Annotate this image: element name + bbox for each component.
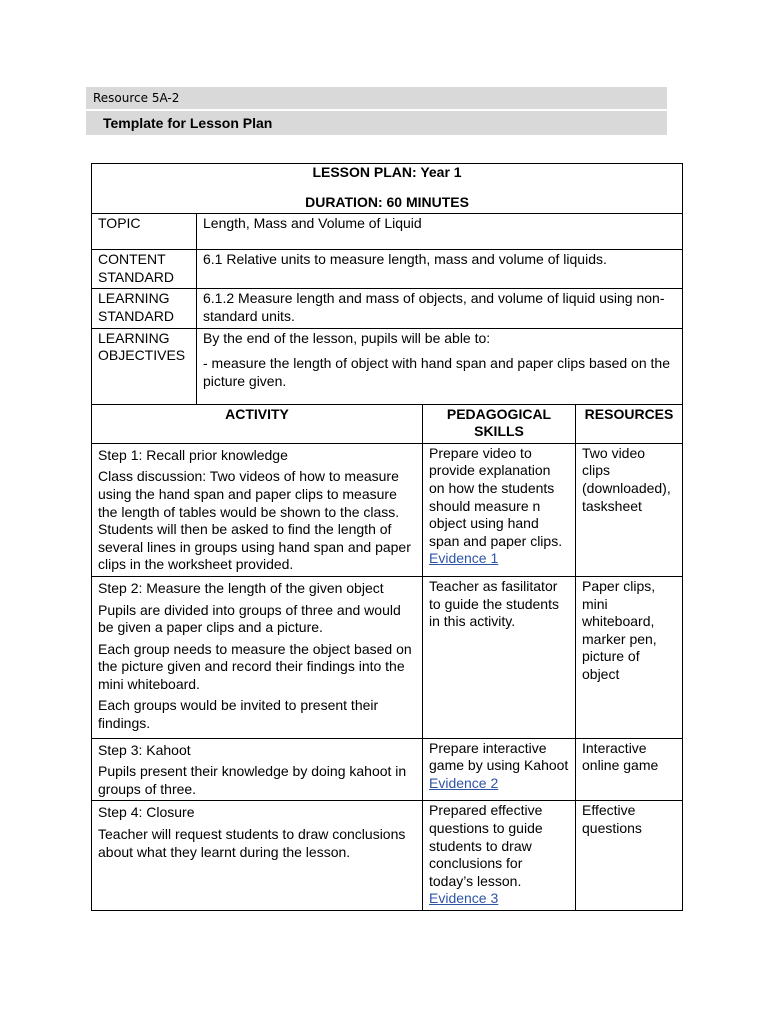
title-cell xyxy=(92,164,683,214)
step-paragraph: Class discussion: Two videos of how to measure using the hand span and paper clips to measure the length of tables would be shown to the class. Students will then be asked to find the length of several lines in groups using hand span and paper clips in the worksheet provided. xyxy=(98,468,411,573)
learning-objectives-label xyxy=(92,328,197,404)
learning-objectives-label-line1: LEARNING xyxy=(98,329,170,346)
step-resources: Paper clips, mini whiteboard, marker pen, picture of object xyxy=(576,576,683,738)
step-title: Step 3: Kahoot xyxy=(98,741,191,758)
step-paragraph: Each groups would be invited to present their findings. xyxy=(98,697,379,732)
lesson-duration: DURATION: 60 MINUTES xyxy=(305,193,469,210)
learning-standard-label-line1: LEARNING xyxy=(98,290,170,307)
resource-header-bar xyxy=(86,87,667,109)
step-skills xyxy=(423,738,576,801)
objective-item: - measure the length of object with hand span and paper clips based on the picture given. xyxy=(203,355,670,389)
lesson-plan-table xyxy=(91,163,683,911)
topic-value: Length, Mass and Volume of Liquid xyxy=(197,214,683,250)
step-resources: Two video clips (downloaded), tasksheet xyxy=(576,443,683,576)
learning-objectives-row xyxy=(92,328,683,404)
step-skills xyxy=(423,443,576,576)
resource-label: Resource 5A-2 xyxy=(93,91,180,105)
template-header-bar xyxy=(86,111,667,135)
step-paragraph: Each group needs to measure the object based on the picture given and record their findings into the mini whiteboard. xyxy=(98,640,412,692)
learning-standard-value: 6.1.2 Measure length and mass of objects, and volume of liquid using non-standard units. xyxy=(197,289,683,328)
pedagogical-skills-header: PEDAGOGICAL SKILLS xyxy=(423,404,576,443)
skills-text: Prepared effective questions to guide students to draw conclusions for today’s lesson. xyxy=(429,802,543,889)
content-standard-label-line2: STANDARD xyxy=(98,268,174,285)
step-row xyxy=(92,443,683,576)
step-row xyxy=(92,738,683,801)
step-resources: Effective questions xyxy=(576,801,683,911)
content-standard-label-line1: CONTENT xyxy=(98,251,166,268)
title-row xyxy=(92,164,683,214)
step-title: Step 4: Closure xyxy=(98,804,195,821)
step-skills: Teacher as fasilitator to guide the students in this activity. xyxy=(423,576,576,738)
template-title: Template for Lesson Plan xyxy=(103,115,273,131)
step-activity xyxy=(92,443,423,576)
learning-standard-row xyxy=(92,289,683,328)
evidence-2-link[interactable]: Evidence 2 xyxy=(429,774,499,791)
step-title: Step 1: Recall prior knowledge xyxy=(98,446,288,463)
lesson-plan-title: LESSON PLAN: Year 1 xyxy=(312,164,462,180)
content-standard-row xyxy=(92,250,683,289)
evidence-3-link[interactable]: Evidence 3 xyxy=(429,890,499,907)
skills-text: Prepare video to provide explanation on how the students should measure n object using hand span and paper clips. xyxy=(429,444,563,549)
learning-standard-label-line2: STANDARD xyxy=(98,307,174,324)
evidence-1-link[interactable]: Evidence 1 xyxy=(429,550,499,567)
step-row xyxy=(92,801,683,911)
learning-objectives-value xyxy=(197,328,683,404)
step-paragraph: Teacher will request students to draw conclusions about what they learnt during the lesson. xyxy=(98,826,406,860)
step-activity xyxy=(92,576,423,738)
column-header-row xyxy=(92,404,683,443)
resources-header: RESOURCES xyxy=(576,404,683,443)
objectives-intro: By the end of the lesson, pupils will be able to: xyxy=(203,329,491,346)
topic-row xyxy=(92,214,683,250)
step-activity xyxy=(92,738,423,801)
content-standard-label xyxy=(92,250,197,289)
step-activity xyxy=(92,801,423,911)
step-paragraph: Pupils are divided into groups of three and would be given a paper clips and a picture. xyxy=(98,601,401,636)
step-title: Step 2: Measure the length of the given object xyxy=(98,579,384,596)
step-resources: Interactive online game xyxy=(576,738,683,801)
skills-text: Prepare interactive game by using Kahoot xyxy=(429,739,569,774)
learning-objectives-label-line2: OBJECTIVES xyxy=(98,347,186,364)
topic-label: TOPIC xyxy=(92,214,197,250)
step-paragraph: Pupils present their knowledge by doing kahoot in groups of three. xyxy=(98,763,407,797)
learning-standard-label xyxy=(92,289,197,328)
content-standard-value: 6.1 Relative units to measure length, mass and volume of liquids. xyxy=(197,250,683,289)
step-row xyxy=(92,576,683,738)
activity-header: ACTIVITY xyxy=(92,404,423,443)
step-skills xyxy=(423,801,576,911)
